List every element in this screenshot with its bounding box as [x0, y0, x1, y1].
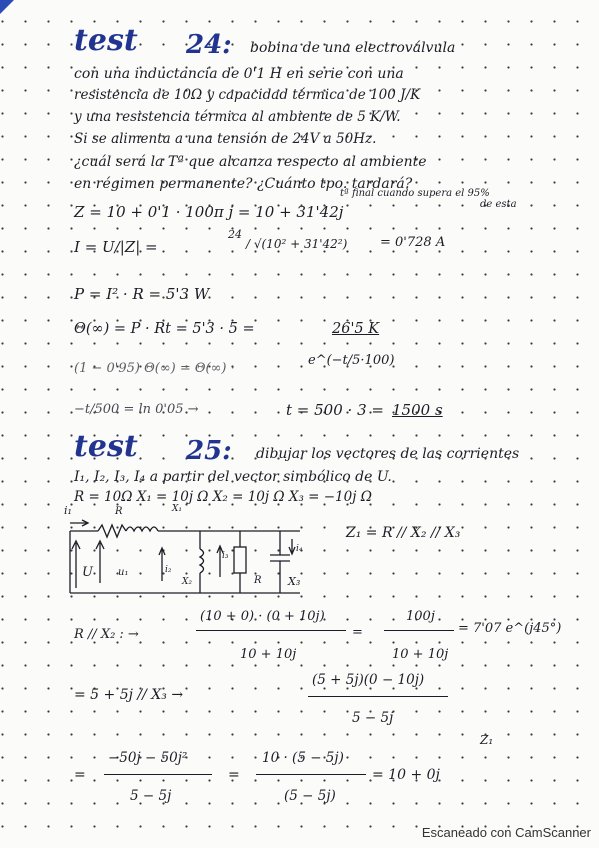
eq-current-left: I = U/|Z| =: [74, 238, 158, 256]
eq-final-result: = 10 + 0j: [372, 767, 440, 783]
eq-current-result: = 0'728 A: [380, 235, 446, 250]
eq-final-tag: Z₁: [480, 733, 494, 747]
circuit-label-r2: R: [254, 575, 262, 586]
eq-time-result: 1500 s: [392, 401, 443, 419]
eq-par1-label: R // X₂ : →: [74, 627, 139, 642]
eq-theta-main: Θ(∞) = P · Rt = 5'3 · 5 =: [74, 321, 255, 337]
circuit-label-i2: i₂: [165, 565, 172, 575]
eq-par2-fraction-bar: [308, 696, 448, 697]
eq-final-denominator: 5 − 5j: [130, 788, 172, 804]
eq-power: P = I² · R = 5'3 W: [74, 285, 210, 303]
test24-line-5: Si se alimenta a una tensión de 24V a 50Hz.: [74, 131, 377, 147]
circuit-label-i1: i₁: [64, 504, 72, 517]
eq-time-mid: t = 500 · 3 =: [286, 401, 384, 419]
test24-line-2: con una inductancia de 0'1 H en serie con una: [74, 66, 404, 82]
test24-line-3: resistencia de 10Ω y capacidad térmica de 100 J/K: [74, 87, 421, 103]
test24-note-final-temp: tª final cuando supera el 95%: [340, 188, 490, 199]
eq-final-mid-denominator: (5 − 5j): [284, 788, 336, 804]
circuit-label-r: R: [115, 506, 123, 517]
test25-line-2: I₁, I₂, I₃, I₄ a partir del vector simbólico de U.: [74, 469, 392, 485]
scanner-watermark: Escaneado con CamScanner: [421, 825, 591, 840]
eq-time-left: −t/500 = ln 0'05 →: [74, 402, 199, 417]
eq-exp-left: (1 − 0'95) Θ(∞) = Θ(∞) ·: [74, 361, 235, 376]
circuit-label-x1: X₁: [172, 504, 183, 514]
circuit-label-x3: X₃: [288, 575, 301, 588]
circuit-label-x2: X₂: [182, 577, 193, 587]
eq-par1-equals: =: [352, 625, 363, 640]
eq-final-numerator: −50j − 50j²: [108, 750, 188, 766]
eq-par1-denominator: 10 + 10j: [240, 647, 297, 662]
circuit-label-i4: i₄: [296, 544, 303, 554]
eq-final-equals-2: =: [228, 767, 240, 783]
eq-theta-result: 26'5 K: [332, 321, 380, 337]
eq-par1-numerator: (10 + 0) · (0 + 10j): [200, 609, 325, 624]
eq-final-mid-numerator: 10 · (5 − 5j): [262, 750, 344, 766]
test25-line-3: R = 10Ω X₁ = 10j Ω X₂ = 10j Ω X₃ = −10j Ω: [74, 489, 372, 505]
eq-par1-numerator-2: 100j: [406, 609, 435, 624]
test24-line-6: ¿cuál será la Tª que alcanza respecto al ambiente: [74, 154, 427, 170]
eq-par2-numerator: (5 + 5j)(0 − 10j): [312, 672, 425, 688]
eq-current-denominator: / √(10² + 31'42²): [246, 237, 348, 251]
test24-number: 24:: [186, 30, 232, 60]
eq-final-equals-1: =: [74, 767, 86, 783]
test24-note-of-this: de esta: [480, 199, 517, 210]
circuit-label-u: U: [82, 565, 93, 580]
test25-number: 25:: [186, 436, 232, 466]
eq-z1-parallel: Z₁ = R // X₂ // X₃: [346, 525, 461, 541]
test25-line-1: dibujar los vectores de las corrientes: [256, 446, 520, 462]
eq-final-mid-fraction-bar: [256, 774, 366, 775]
eq-final-fraction-bar: [104, 774, 212, 775]
page-corner-tab: [0, 0, 14, 14]
eq-par1-result: = 7'07 e^(j45°): [458, 621, 562, 636]
eq-par1-fraction-bar-2: [384, 630, 454, 631]
eq-exp-right: e^(−t/5·100): [308, 353, 395, 368]
circuit-label-i3: i₃: [222, 551, 229, 561]
test24-line-1: bobina de una electroválvula: [250, 40, 456, 56]
eq-par2-denominator: 5 − 5j: [352, 710, 394, 726]
test24-line-7: en régimen permanente? ¿Cuánto tpo. tardará?: [74, 176, 413, 192]
circuit-label-u1: u₁: [118, 567, 129, 578]
test25-title: test: [74, 429, 138, 464]
test24-title: test: [74, 23, 138, 58]
eq-par1-denominator-2: 10 + 10j: [392, 647, 449, 662]
eq-par2-left: = 5 + 5j // X₃ →: [74, 687, 184, 703]
eq-impedance: Z = 10 + 0'1 · 100π j = 10 + 31'42j: [74, 203, 344, 221]
eq-par1-fraction-bar: [196, 630, 346, 631]
test24-line-4: y una resistencia térmica al ambiente de 5 K/W.: [74, 109, 401, 125]
eq-current-numerator: 24: [228, 228, 242, 241]
